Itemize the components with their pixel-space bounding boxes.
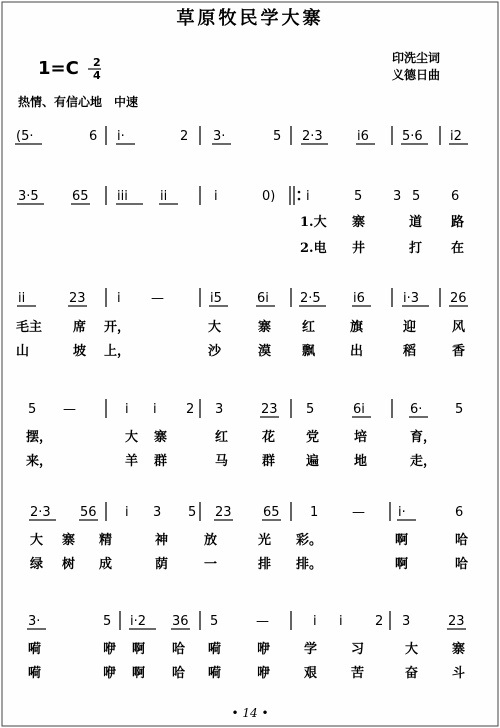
- note: 5: [306, 402, 315, 417]
- note: ii: [160, 189, 168, 204]
- note: 3: [215, 402, 224, 417]
- note: 5: [273, 129, 282, 144]
- lyric-verse-2: 井: [352, 241, 366, 256]
- note: i: [125, 402, 129, 417]
- note: 56: [80, 505, 97, 520]
- note: i: [125, 505, 129, 520]
- lyric-verse-1: 党: [306, 430, 320, 445]
- lyric-verse-1: 开，: [104, 320, 131, 335]
- lyric-verse-1: 寨: [154, 430, 168, 445]
- lyric-verse-2: 咿: [257, 666, 271, 681]
- tempo-marking: 热情、有信心地 中速: [18, 95, 139, 109]
- repeat-dot: [298, 191, 301, 194]
- lyric-verse-1: 嗬: [28, 642, 42, 657]
- lyric-verse-2: 奋: [405, 666, 419, 681]
- lyric-verse-2: 成: [99, 557, 113, 572]
- note: 5: [188, 505, 197, 520]
- lyric-verse-2: 打: [409, 241, 423, 256]
- note: —: [256, 614, 269, 629]
- lyric-verse-1: 咿: [103, 642, 117, 657]
- note: 5: [412, 189, 421, 204]
- lyric-verse-1: 育，: [410, 430, 437, 445]
- lyric-verse-2: 苦: [351, 666, 365, 681]
- note: 5: [455, 402, 464, 417]
- note: 3: [402, 614, 411, 629]
- lyric-verse-2: 上，: [104, 344, 131, 359]
- note: i2: [450, 129, 462, 144]
- lyric-verse-2: 哈: [455, 557, 469, 572]
- lyric-verse-1: 大: [30, 533, 44, 548]
- note: i·: [398, 505, 406, 520]
- note: i6: [357, 129, 369, 144]
- note: 3: [153, 505, 162, 520]
- note: i: [313, 614, 317, 629]
- note: iii: [117, 189, 128, 204]
- note: 5: [210, 614, 219, 629]
- lyric-verse-1: 寨: [258, 320, 272, 335]
- page-number: • 14 •: [231, 706, 269, 720]
- lyric-verse-1: 寨: [62, 533, 76, 548]
- note: 6i: [353, 402, 365, 417]
- note: 5: [103, 614, 112, 629]
- note: 2: [180, 129, 189, 144]
- page-border: [2, 2, 498, 726]
- note: —: [352, 505, 365, 520]
- lyric-verse-2: 一: [204, 557, 218, 572]
- lyric-verse-1: 光: [258, 533, 272, 548]
- note: i: [153, 402, 157, 417]
- note: 65: [263, 505, 280, 520]
- note: 6: [89, 129, 98, 144]
- note: 23: [215, 505, 232, 520]
- note: 5·6: [402, 129, 423, 144]
- lyric-verse-2: 嗬: [208, 666, 222, 681]
- note: 2·3: [30, 505, 51, 520]
- note: i5: [210, 291, 222, 306]
- lyric-verse-1: 培: [354, 430, 368, 445]
- note: 23: [69, 291, 86, 306]
- repeat-dot: [298, 198, 301, 201]
- note: —: [151, 291, 164, 306]
- lyric-verse-1: 大: [405, 642, 419, 657]
- note: 1: [310, 505, 319, 520]
- lyric-verse-1: 彩。: [296, 533, 323, 548]
- lyric-verse-2: 在: [451, 241, 465, 256]
- note: 36: [172, 614, 189, 629]
- lyric-verse-1: 大: [208, 320, 222, 335]
- lyric-verse-1: 花: [262, 430, 276, 445]
- note: 6i: [257, 291, 269, 306]
- lyric-verse-1: 寨: [452, 642, 466, 657]
- lyric-verse-1: 嗬: [208, 642, 222, 657]
- note: i·: [117, 129, 125, 144]
- meter-top: 2: [93, 56, 101, 69]
- note: i6: [353, 291, 365, 306]
- lyric-verse-1: 席: [73, 320, 87, 335]
- note: 65: [72, 189, 89, 204]
- note: 2·5: [300, 291, 321, 306]
- note: 3·: [28, 614, 41, 629]
- lyric-verse-1: 1.大: [300, 215, 327, 230]
- lyric-verse-2: 2.电: [300, 241, 327, 256]
- key-signature: 1=C: [38, 58, 79, 79]
- lyric-verse-1: 放: [204, 533, 218, 548]
- lyric-verse-2: 群: [154, 454, 168, 469]
- song-title: 草原牧民学大寨: [176, 8, 324, 29]
- note: i: [214, 189, 218, 204]
- lyric-verse-1: 啊: [132, 642, 146, 657]
- lyric-verse-2: 来，: [26, 454, 53, 469]
- lyric-verse-2: 坡: [73, 344, 87, 359]
- note: 2·3: [302, 129, 323, 144]
- lyric-verse-2: 羊: [125, 454, 139, 469]
- note: 0): [262, 189, 276, 204]
- note: i: [117, 291, 121, 306]
- note: 23: [448, 614, 465, 629]
- lyric-verse-2: 遍: [306, 454, 320, 469]
- lyric-verse-2: 排: [258, 557, 272, 572]
- lyric-verse-2: 哈: [172, 666, 186, 681]
- lyric-verse-2: 啊: [132, 666, 146, 681]
- lyric-verse-1: 哈: [172, 642, 186, 657]
- lyric-verse-2: 咿: [103, 666, 117, 681]
- lyric-verse-1: 学: [304, 642, 318, 657]
- lyric-verse-1: 道: [409, 215, 423, 230]
- lyric-verse-1: 迎: [403, 320, 417, 335]
- note: (5·: [16, 129, 34, 144]
- note: i·3: [403, 291, 420, 306]
- lyric-verse-2: 山: [16, 344, 30, 359]
- lyric-verse-2: 马: [215, 454, 229, 469]
- lyric-verse-1: 旗: [350, 320, 364, 335]
- meter-bottom: 4: [93, 69, 101, 82]
- note: 2: [375, 614, 384, 629]
- lyric-verse-2: 走，: [410, 454, 437, 469]
- lyric-verse-2: 香: [452, 344, 466, 359]
- lyric-verse-2: 啊: [395, 557, 409, 572]
- lyric-verse-2: 群: [262, 454, 276, 469]
- lyric-verse-1: 摆，: [26, 430, 53, 445]
- lyric-verse-1: 毛主: [16, 320, 43, 335]
- lyric-verse-2: 沙: [208, 344, 222, 359]
- lyric-verse-1: 风: [452, 320, 466, 335]
- note: i: [339, 614, 343, 629]
- note: 5: [28, 402, 37, 417]
- lyric-verse-2: 稻: [403, 344, 417, 359]
- note: 26: [450, 291, 467, 306]
- lyric-verse-2: 嗬: [28, 666, 42, 681]
- lyric-verse-1: 精: [99, 533, 113, 548]
- lyric-verse-2: 出: [350, 344, 364, 359]
- lyric-verse-1: 啊: [395, 533, 409, 548]
- lyric-verse-1: 路: [451, 215, 465, 230]
- lyric-verse-1: 寨: [352, 215, 366, 230]
- note: 3·5: [18, 189, 39, 204]
- note: 3·: [213, 129, 226, 144]
- lyric-verse-1: 咿: [257, 642, 271, 657]
- note: 6: [455, 505, 464, 520]
- note: 2: [186, 402, 195, 417]
- lyric-verse-1: 神: [155, 533, 169, 548]
- lyric-verse-2: 斗: [452, 666, 466, 681]
- lyric-verse-2: 排。: [296, 557, 323, 572]
- lyric-verse-2: 地: [354, 454, 368, 469]
- lyric-verse-1: 大: [125, 430, 139, 445]
- note: 6: [451, 189, 460, 204]
- lyric-verse-1: 红: [302, 320, 316, 335]
- note: 3: [393, 189, 402, 204]
- note: 6·: [410, 402, 423, 417]
- lyric-verse-1: 哈: [455, 533, 469, 548]
- lyric-verse-2: 绿: [30, 557, 44, 572]
- lyricist-credit: 印洗尘词: [392, 51, 441, 65]
- lyric-verse-2: 树: [62, 557, 76, 572]
- lyric-verse-2: 飘: [302, 344, 316, 359]
- lyric-verse-2: 艰: [304, 666, 318, 681]
- lyric-verse-1: 习: [351, 642, 365, 657]
- note: i: [306, 189, 310, 204]
- lyric-verse-1: 红: [215, 430, 229, 445]
- note: 5: [354, 189, 363, 204]
- note: 23: [261, 402, 278, 417]
- score-systems: [15, 126, 468, 681]
- note: —: [63, 402, 76, 417]
- lyric-verse-2: 荫: [155, 557, 169, 572]
- lyric-verse-2: 漠: [258, 344, 272, 359]
- note: i·2: [130, 614, 147, 629]
- composer-credit: 义德日曲: [392, 68, 441, 82]
- note: ii: [18, 291, 26, 306]
